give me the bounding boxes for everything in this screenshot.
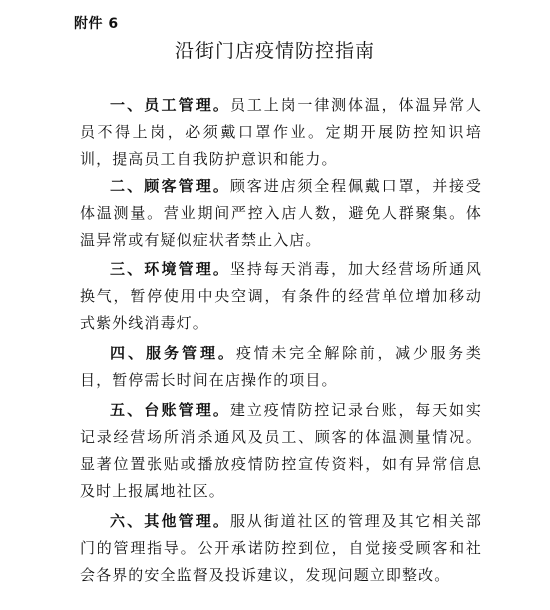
document-title: 沿街门店疫情防控指南 [174,40,375,62]
section-body: 坚持每天消毒，加大经营场所通风换气，暂停使用中央空调，有条件的经营单位增加移动式紫外线消毒灯。 [80,260,482,332]
section-customer-management [80,173,482,254]
section-heading: 三、环境管理。 [110,260,231,278]
section-body: 员工上岗一律测体温，体温异常人员不得上岗，必须戴口罩作业。定期开展防控知识培训，提高员工自我防护意识和能力。 [80,96,482,168]
section-heading: 六、其他管理。 [110,512,231,530]
section-body: 疫情未完全解除前，减少服务类目，暂停需长时间在店操作的项目。 [80,344,482,389]
section-heading: 二、顾客管理。 [110,177,231,195]
section-heading: 一、员工管理。 [110,96,231,114]
section-employee-management [80,92,482,173]
section-body: 建立疫情防控记录台账，每天如实记录经营场所消杀通风及员工、顾客的体温测量情况。显著位置张贴或播放疫情防控宣传资料，如有异常信息及时上报属地社区。 [80,401,482,500]
section-other-management [80,508,482,589]
section-service-management [80,340,482,394]
section-ledger-management [80,397,482,505]
attachment-label: 附件 6 [74,16,119,32]
section-body: 顾客进店须全程佩戴口罩，并接受体温测量。营业期间严控入店人数，避免人群聚集。体温异常或有疑似症状者禁止入店。 [80,177,482,249]
section-environment-management [80,256,482,337]
section-heading: 五、台账管理。 [110,401,231,419]
section-heading: 四、服务管理。 [110,344,236,362]
section-body: 服从街道社区的管理及其它相关部门的管理指导。公开承诺防控到位，自觉接受顾客和社会各界的安全监督及投诉建议，发现问题立即整改。 [80,512,482,584]
